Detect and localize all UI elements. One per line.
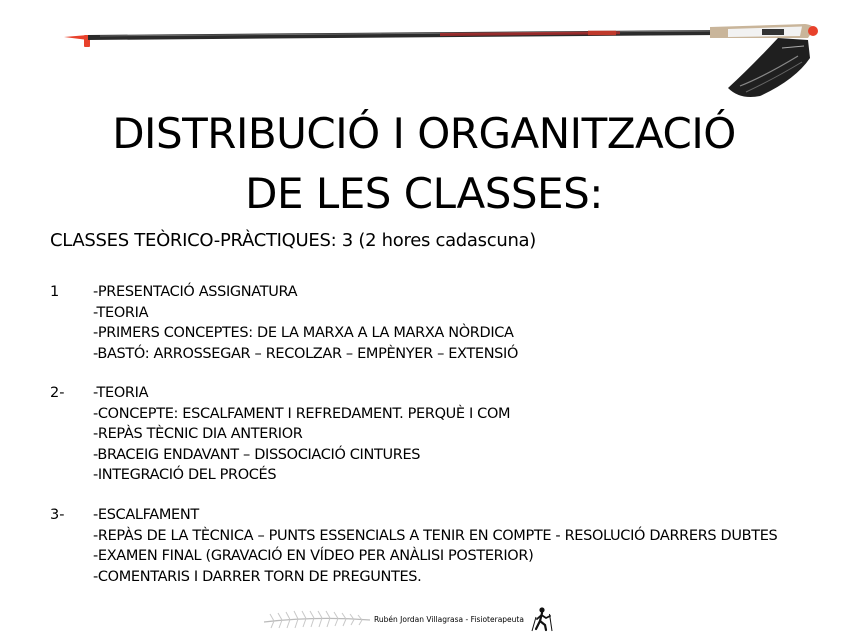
session-item: -BRACEIG ENDAVANT – DISSOCIACIÓ CINTURES — [93, 446, 421, 463]
session-item: -INTEGRACIÓ DEL PROCÉS — [93, 467, 277, 483]
session-item: -PRESENTACIÓ ASSIGNATURA — [93, 284, 298, 300]
fern-leaf-icon — [262, 606, 372, 634]
footer — [262, 604, 562, 636]
session-number: 3- — [50, 507, 65, 523]
session-number: 2- — [50, 385, 65, 401]
author-credit: Rubén Jordan Villagrasa - Fisioterapeuta — [374, 615, 524, 624]
session-item: -ESCALFAMENT — [93, 507, 199, 523]
session-item: -REPÀS DE LA TÈCNICA – PUNTS ESSENCIALS A TENIR EN COMPTE - RESOLUCIÓ DARRERS DUBTES — [93, 527, 778, 544]
classes-summary: CLASSES TEÒRICO-PRÀCTIQUES: 3 (2 hores cadascuna) — [50, 230, 537, 251]
walker-icon — [530, 606, 554, 632]
session-item: -EXAMEN FINAL (GRAVACIÓ EN VÍDEO PER ANÀLISI POSTERIOR) — [93, 548, 534, 564]
page-title-line-1: DISTRIBUCIÓ I ORGANITZACIÓ — [112, 109, 736, 158]
session-item: -CONCEPTE: ESCALFAMENT I REFREDAMENT. PERQUÈ I COM — [93, 405, 511, 422]
session-number: 1 — [50, 284, 60, 300]
session-item: -TEORIA — [93, 304, 149, 321]
session-item: -COMENTARIS I DARRER TORN DE PREGUNTES. — [93, 568, 422, 585]
session-item: -REPÀS TÈCNIC DIA ANTERIOR — [93, 426, 303, 442]
page-title-line-2: DE LES CLASSES: — [245, 169, 603, 218]
session-item: -BASTÓ: ARROSSEGAR – RECOLZAR – EMPÈNYER – EXTENSIÓ — [93, 345, 519, 362]
nordic-pole-icon — [60, 18, 820, 108]
session-item: -PRIMERS CONCEPTES: DE LA MARXA A LA MARXA NÒRDICA — [93, 325, 514, 341]
session-item: -TEORIA — [93, 385, 149, 401]
